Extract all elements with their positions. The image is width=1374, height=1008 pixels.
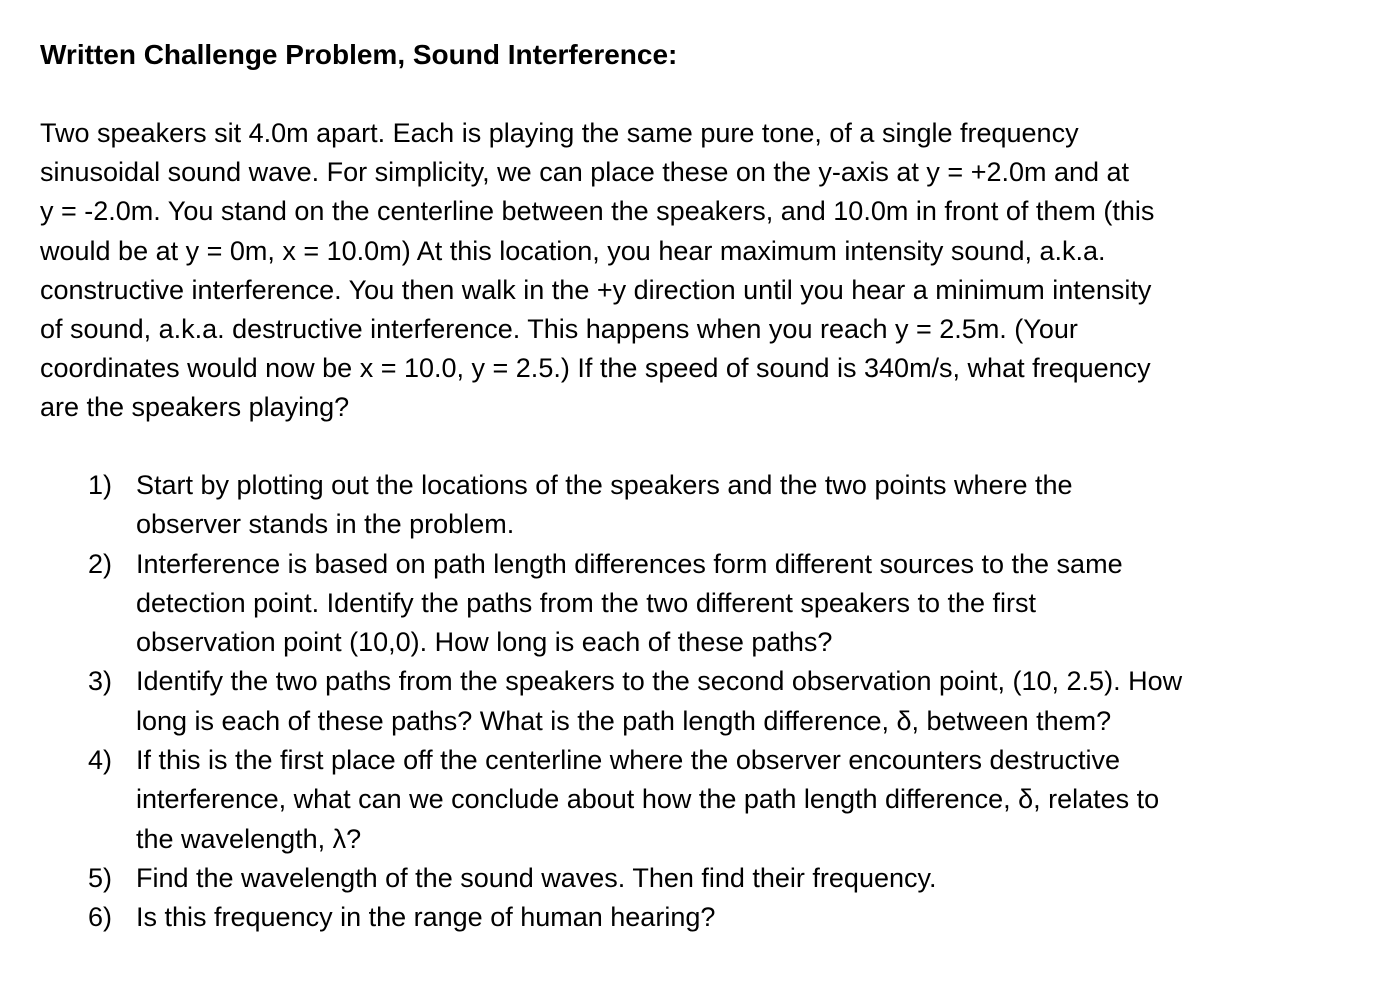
question-number: 6) <box>88 902 113 933</box>
document-title: Written Challenge Problem, Sound Interference: <box>40 39 678 70</box>
question-item <box>0 741 1374 859</box>
question-line: Start by plotting out the locations of the speakers and the two points where the <box>136 470 1073 500</box>
question-number: 3) <box>88 666 113 697</box>
question-line: detection point. Identify the paths from the two different speakers to the first <box>136 587 1037 618</box>
question-number: 1) <box>88 470 113 500</box>
question-number: 4) <box>88 745 113 776</box>
problem-line: y = -2.0m. You stand on the centerline between the speakers, and 10.0m in front of them (this <box>40 196 1155 227</box>
question-text <box>136 741 1374 859</box>
problem-line: constructive interference. You then walk in the +y direction until you hear a minimum intensity <box>40 274 1152 305</box>
question-line: interference, what can we conclude about how the path length difference, δ, relates to <box>136 784 1160 815</box>
question-text <box>136 466 1374 545</box>
question-item <box>0 466 1374 545</box>
question-line: Find the wavelength of the sound waves. Then find their frequency. <box>136 862 937 893</box>
question-item <box>0 898 1374 937</box>
question-line: long is each of these paths? What is the path length difference, δ, between them? <box>136 705 1112 736</box>
question-line: Is this frequency in the range of human hearing? <box>136 902 716 933</box>
question-item <box>0 545 1374 663</box>
problem-line: sinusoidal sound wave. For simplicity, we can place these on the y-axis at y = +2.0m and at <box>40 157 1130 188</box>
question-number: 2) <box>88 548 113 579</box>
question-line: observation point (10,0). How long is each of these paths? <box>136 627 833 658</box>
question-line: Identify the two paths from the speakers to the second observation point, (10, 2.5). How <box>136 666 1183 697</box>
problem-line: coordinates would now be x = 10.0, y = 2.5.) If the speed of sound is 340m/s, what frequency <box>40 353 1151 384</box>
question-item <box>0 662 1374 741</box>
question-item <box>0 859 1374 898</box>
problem-line: would be at y = 0m, x = 10.0m) At this location, you hear maximum intensity sound, a.k.a. <box>40 235 1106 266</box>
question-line: Interference is based on path length differences form different sources to the same <box>136 548 1123 579</box>
question-text <box>136 662 1374 741</box>
question-text <box>136 859 1374 898</box>
problem-line: are the speakers playing? <box>40 392 350 423</box>
question-line: the wavelength, λ? <box>136 823 362 854</box>
question-number: 5) <box>88 862 113 893</box>
question-line: If this is the first place off the centerline where the observer encounters destructive <box>136 745 1121 776</box>
problem-statement <box>40 114 1320 428</box>
question-text <box>136 898 1374 937</box>
problem-line: of sound, a.k.a. destructive interference. This happens when you reach y = 2.5m. (Your <box>40 314 1078 345</box>
problem-line: Two speakers sit 4.0m apart. Each is playing the same pure tone, of a single frequency <box>40 118 1079 148</box>
question-line: observer stands in the problem. <box>136 509 515 540</box>
question-text <box>136 545 1374 663</box>
question-list <box>0 466 1374 938</box>
